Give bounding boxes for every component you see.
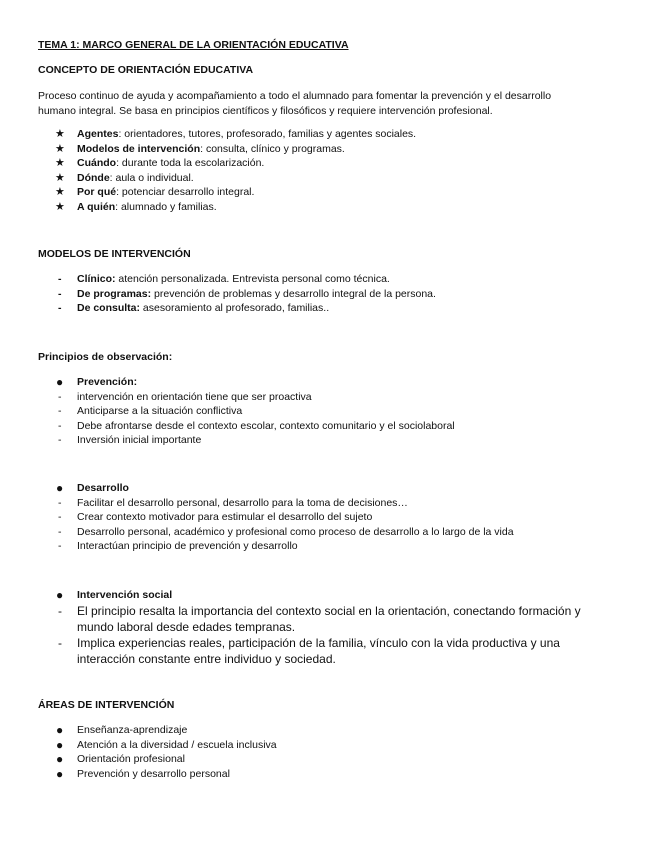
list-item <box>55 200 625 215</box>
dot-bullet-icon: ● <box>56 588 64 602</box>
item-text: Enseñanza-aprendizaje <box>77 724 188 736</box>
list-item <box>55 752 625 767</box>
subsection-title-prevencion: Prevención: <box>77 376 138 388</box>
item-text: Interactúan principio de prevención y desarrollo <box>77 540 298 552</box>
item-term: Por qué <box>77 186 117 198</box>
list-item <box>55 723 625 738</box>
star-bullet-icon: ★ <box>55 200 65 213</box>
item-term: A quién <box>77 200 116 213</box>
item-text: prevención de problemas y desarrollo integral de la persona. <box>151 287 436 300</box>
dot-bullet-icon: ● <box>56 737 64 752</box>
desarrollo-list <box>55 481 625 554</box>
item-text: Facilitar el desarrollo personal, desarrollo para la toma de decisiones… <box>77 496 408 509</box>
star-bullet-icon: ★ <box>55 157 65 169</box>
dash-bullet-icon: - <box>58 273 62 285</box>
dot-bullet-icon: ● <box>56 723 64 737</box>
dash-bullet-icon: - <box>58 511 62 523</box>
list-item <box>55 539 625 554</box>
item-text: : potenciar desarrollo integral. <box>116 186 255 198</box>
item-text: Prevención y desarrollo personal <box>77 767 230 780</box>
list-item <box>55 156 625 171</box>
modelos-list <box>55 272 625 316</box>
item-text: Debe afrontarse desde el contexto escolar, contexto comunitario y el sociolaboral <box>77 419 455 432</box>
section-heading-areas: ÁREAS DE INTERVENCIÓN <box>38 699 175 711</box>
item-text: : aula o individual. <box>109 171 194 184</box>
concepto-paragraph-line-2: humano integral. Se basa en principios científicos y filosóficos y requiere intervención profesional. <box>38 104 493 117</box>
list-item <box>55 272 625 287</box>
item-text: asesoramiento al profesorado, familias.. <box>140 302 330 314</box>
dot-bullet-icon: ● <box>56 375 64 389</box>
dot-bullet-icon: ● <box>56 766 64 781</box>
dot-bullet-icon: ● <box>56 481 64 495</box>
prevencion-list <box>55 375 625 448</box>
item-text: Anticiparse a la situación conflictiva <box>77 405 243 417</box>
item-text: Atención a la diversidad / escuela inclusiva <box>77 738 277 751</box>
dash-bullet-icon: - <box>58 405 62 417</box>
list-item <box>55 767 625 782</box>
intervencion-social-list <box>55 588 625 667</box>
list-item-heading <box>55 375 625 390</box>
list-item <box>55 603 625 635</box>
list-item <box>55 287 625 302</box>
star-bullet-icon: ★ <box>55 142 65 155</box>
item-term: Agentes <box>77 128 119 140</box>
item-text-line-1: Implica experiencias reales, participación de la familia, vínculo con la vida productiva y una <box>77 635 560 650</box>
section-heading-principios: Principios de observación: <box>38 351 173 363</box>
dash-bullet-icon: - <box>58 603 62 618</box>
item-text: atención personalizada. Entrevista personal como técnica. <box>115 273 390 285</box>
section-heading-concepto: CONCEPTO DE ORIENTACIÓN EDUCATIVA <box>38 64 254 76</box>
concepto-list <box>55 127 625 214</box>
item-term: De programas: <box>77 287 152 300</box>
list-item <box>55 127 625 142</box>
item-text-line-1: El principio resalta la importancia del contexto social en la orientación, conectando formación y <box>77 603 581 618</box>
list-item <box>55 419 625 434</box>
item-text-line-2: interacción constante entre individuo y sociedad. <box>77 651 336 666</box>
list-item <box>55 390 625 405</box>
star-bullet-icon: ★ <box>55 186 65 198</box>
subsection-title-desarrollo: Desarrollo <box>77 482 129 494</box>
dash-bullet-icon: - <box>58 496 62 509</box>
areas-list <box>55 723 625 781</box>
list-item <box>55 635 625 667</box>
item-text-line-2: mundo laboral desde edades tempranas. <box>77 619 296 634</box>
list-item <box>55 301 625 316</box>
list-item <box>55 142 625 157</box>
item-text: Desarrollo personal, académico y profesional como proceso de desarrollo a lo largo de la vida <box>77 525 514 538</box>
dash-bullet-icon: - <box>58 434 62 446</box>
list-item <box>55 525 625 540</box>
item-text: Crear contexto motivador para estimular el desarrollo del sujeto <box>77 511 373 523</box>
item-term: Dónde <box>77 171 110 184</box>
item-term: Cuándo <box>77 157 117 169</box>
list-item-heading <box>55 481 625 496</box>
section-heading-modelos: MODELOS DE INTERVENCIÓN <box>38 248 191 260</box>
star-bullet-icon: ★ <box>55 128 65 140</box>
list-item <box>55 496 625 511</box>
list-item-heading <box>55 588 625 603</box>
list-item <box>55 510 625 525</box>
dash-bullet-icon: - <box>58 287 62 300</box>
list-item <box>55 433 625 448</box>
concepto-paragraph-line-1: Proceso continuo de ayuda y acompañamiento a todo el alumnado para fomentar la prevención y el desarrollo <box>38 90 552 102</box>
item-text: : alumnado y familias. <box>115 200 217 213</box>
list-item <box>55 404 625 419</box>
star-bullet-icon: ★ <box>55 171 65 184</box>
dash-bullet-icon: - <box>58 302 62 314</box>
dot-bullet-icon: ● <box>56 752 64 766</box>
item-term: Clínico: <box>77 273 116 285</box>
dash-bullet-icon: - <box>58 419 62 432</box>
list-item <box>55 185 625 200</box>
dash-bullet-icon: - <box>58 635 62 650</box>
concepto-paragraph <box>38 89 623 118</box>
dash-bullet-icon: - <box>58 540 62 552</box>
list-item <box>55 738 625 753</box>
item-text: : orientadores, tutores, profesorado, familias y agentes sociales. <box>118 128 417 140</box>
subsection-title-intervencion-social: Intervención social <box>77 589 173 601</box>
dash-bullet-icon: - <box>58 525 62 538</box>
item-text: intervención en orientación tiene que ser proactiva <box>77 390 312 403</box>
list-item <box>55 171 625 186</box>
document-title: TEMA 1: MARCO GENERAL DE LA ORIENTACIÓN EDUCATIVA <box>38 39 349 51</box>
item-text: : consulta, clínico y programas. <box>200 142 345 155</box>
item-term: Modelos de intervención <box>77 142 201 155</box>
dash-bullet-icon: - <box>58 390 62 403</box>
item-term: De consulta: <box>77 302 141 314</box>
item-text: Inversión inicial importante <box>77 434 202 446</box>
item-text: : durante toda la escolarización. <box>116 157 265 169</box>
item-text: Orientación profesional <box>77 753 185 765</box>
